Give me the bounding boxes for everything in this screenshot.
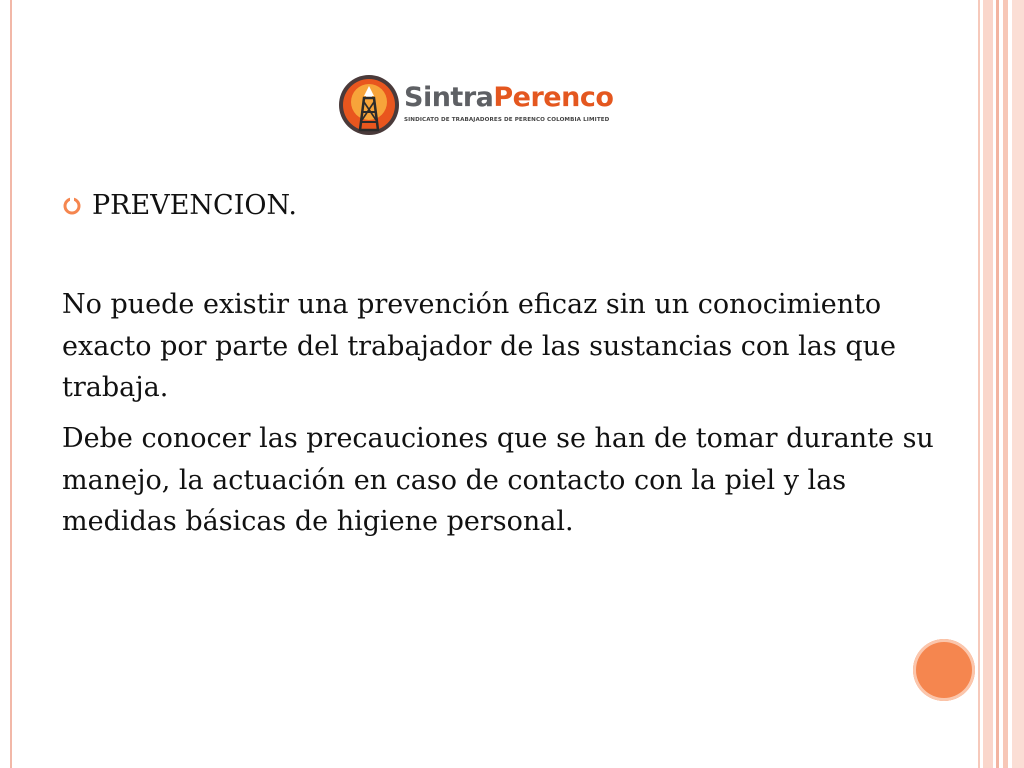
right-stripe bbox=[978, 0, 980, 768]
left-border-line bbox=[10, 0, 12, 768]
right-stripe bbox=[983, 0, 993, 768]
paragraph-2: Debe conocer las precauciones que se han de tomar durante su manejo, la actuación en caso de contacto con la piel y las medidas básicas de higiene personal. bbox=[62, 423, 934, 537]
sintraperenco-logo bbox=[338, 72, 614, 138]
logo-wordmark bbox=[404, 82, 613, 113]
right-stripe bbox=[1003, 0, 1008, 768]
right-stripe bbox=[996, 0, 999, 768]
ring-bullet-icon bbox=[62, 196, 82, 216]
oil-rig-logo-icon bbox=[338, 72, 400, 138]
logo-word-sintra: Sintra bbox=[404, 82, 494, 113]
decorative-circle bbox=[913, 639, 975, 701]
right-stripe bbox=[1012, 0, 1024, 768]
logo-word-perenco: Perenco bbox=[493, 82, 614, 113]
logo-tagline: SINDICATO DE TRABAJADORES DE PERENCO COLOMBIA LIMITED bbox=[404, 117, 610, 123]
paragraph-1: No puede existir una prevención eficaz sin un conocimiento exacto por parte del trabajador de las sustancias con las que trabaja. bbox=[62, 289, 896, 403]
bullet-heading: PREVENCION. bbox=[92, 190, 297, 221]
